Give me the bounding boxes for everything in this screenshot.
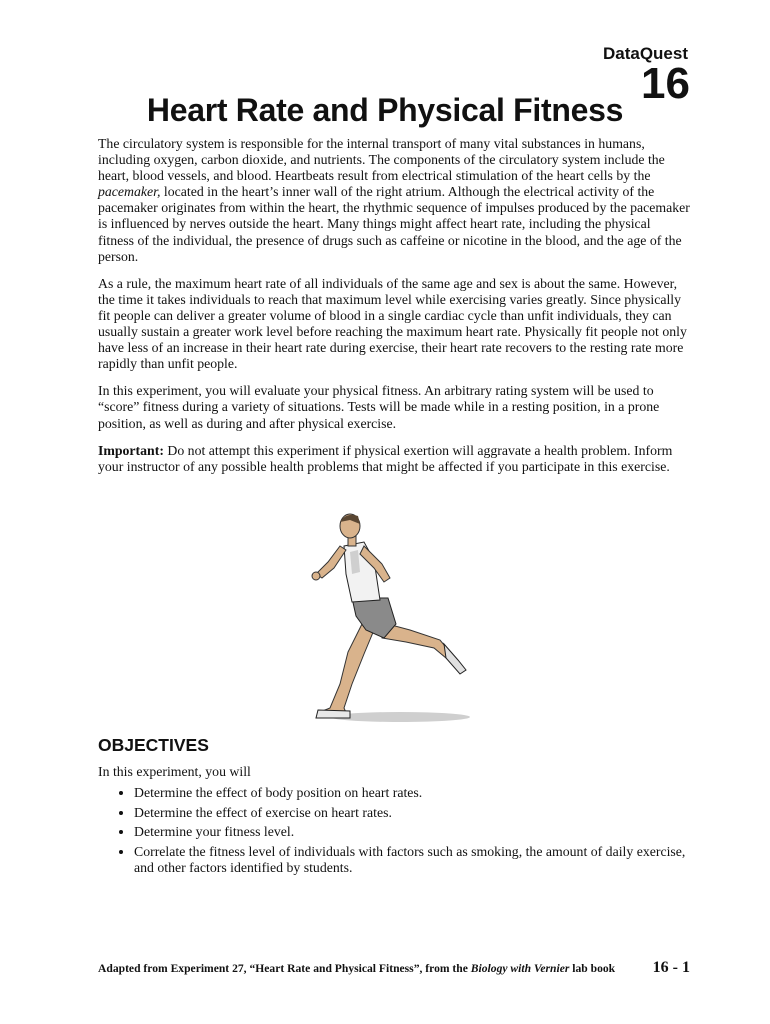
- paragraph-intro-text: The circulatory system is responsible for the internal transport of many vital substances in humans, including oxygen, carbon dioxide, and nutrients. The components of the circulatory system include the heart, blood vessels, and blood. Heartbeats result from electrical stimulation of the heart cells by the: [98, 136, 665, 184]
- list-item: • Determine your fitness level.: [134, 824, 690, 841]
- body-text: [98, 136, 690, 486]
- list-item: • Determine the effect of body position on heart rates.: [134, 785, 690, 802]
- paragraph-intro-text-cont: located in the heart’s inner wall of the right atrium. Although the electrical activity of the pacemaker originates from within the heart, the rhythmic sequence of impulses produced by the pacemaker is influenced by nerves outside the heart. Many things might affect heart rate, including the physical fitness of the individual, the presence of drugs such as caffeine or nicotine in the blood, and the age of the person.: [98, 184, 690, 264]
- objectives-list: [98, 785, 690, 877]
- paragraph-max-heart-rate: As a rule, the maximum heart rate of all individuals of the same age and sex is about the same. However, the time it takes individuals to reach that maximum level while exercising varies greatly. Since physically fit people can deliver a greater volume of blood in a single cardiac cycle than unfit individuals, they can usually sustain a greater work level before reaching the maximum heart rate. Physically fit people not only have less of an increase in their heart rate during exercise, their heart rate recovers to the resting rate more rapidly than unfit people.: [98, 275, 687, 372]
- brand-label: DataQuest: [602, 44, 688, 63]
- objectives-heading: OBJECTIVES: [98, 735, 209, 755]
- objectives-intro: In this experiment, you will: [98, 764, 251, 779]
- important-text: Do not attempt this experiment if physical exertion will aggravate a health problem. Inform your instructor of any possible health problems that might be affected if you participate in this exercise.: [98, 442, 673, 474]
- runner-illustration: [300, 512, 480, 727]
- page-number: 16 - 1: [652, 959, 690, 976]
- paragraph-experiment: In this experiment, you will evaluate your physical fitness. An arbitrary rating system will be used to “score” fitness during a variety of situations. Tests will be made while in a resting position, in a prone position, as well as during and after physical exercise.: [98, 383, 660, 431]
- footer: [98, 959, 690, 976]
- list-item: • Correlate the fitness level of individuals with factors such as smoking, the amount of daily exercise, and other factors identified by students.: [134, 844, 690, 877]
- page-title: Heart Rate and Physical Fitness: [146, 92, 624, 128]
- important-label: Important:: [98, 442, 164, 458]
- pacemaker-term: pacemaker,: [98, 184, 161, 200]
- footer-credit-end: lab book: [569, 962, 616, 975]
- list-item: • Determine the effect of exercise on heart rates.: [134, 805, 690, 822]
- objectives-section: [98, 735, 690, 880]
- footer-credit: Adapted from Experiment 27, “Heart Rate and Physical Fitness”, from the: [98, 962, 471, 975]
- paragraph-important: [98, 443, 690, 475]
- experiment-number: 16: [641, 59, 690, 108]
- footer-book-title: Biology with Vernier: [470, 962, 570, 975]
- paragraph-intro: [98, 136, 690, 265]
